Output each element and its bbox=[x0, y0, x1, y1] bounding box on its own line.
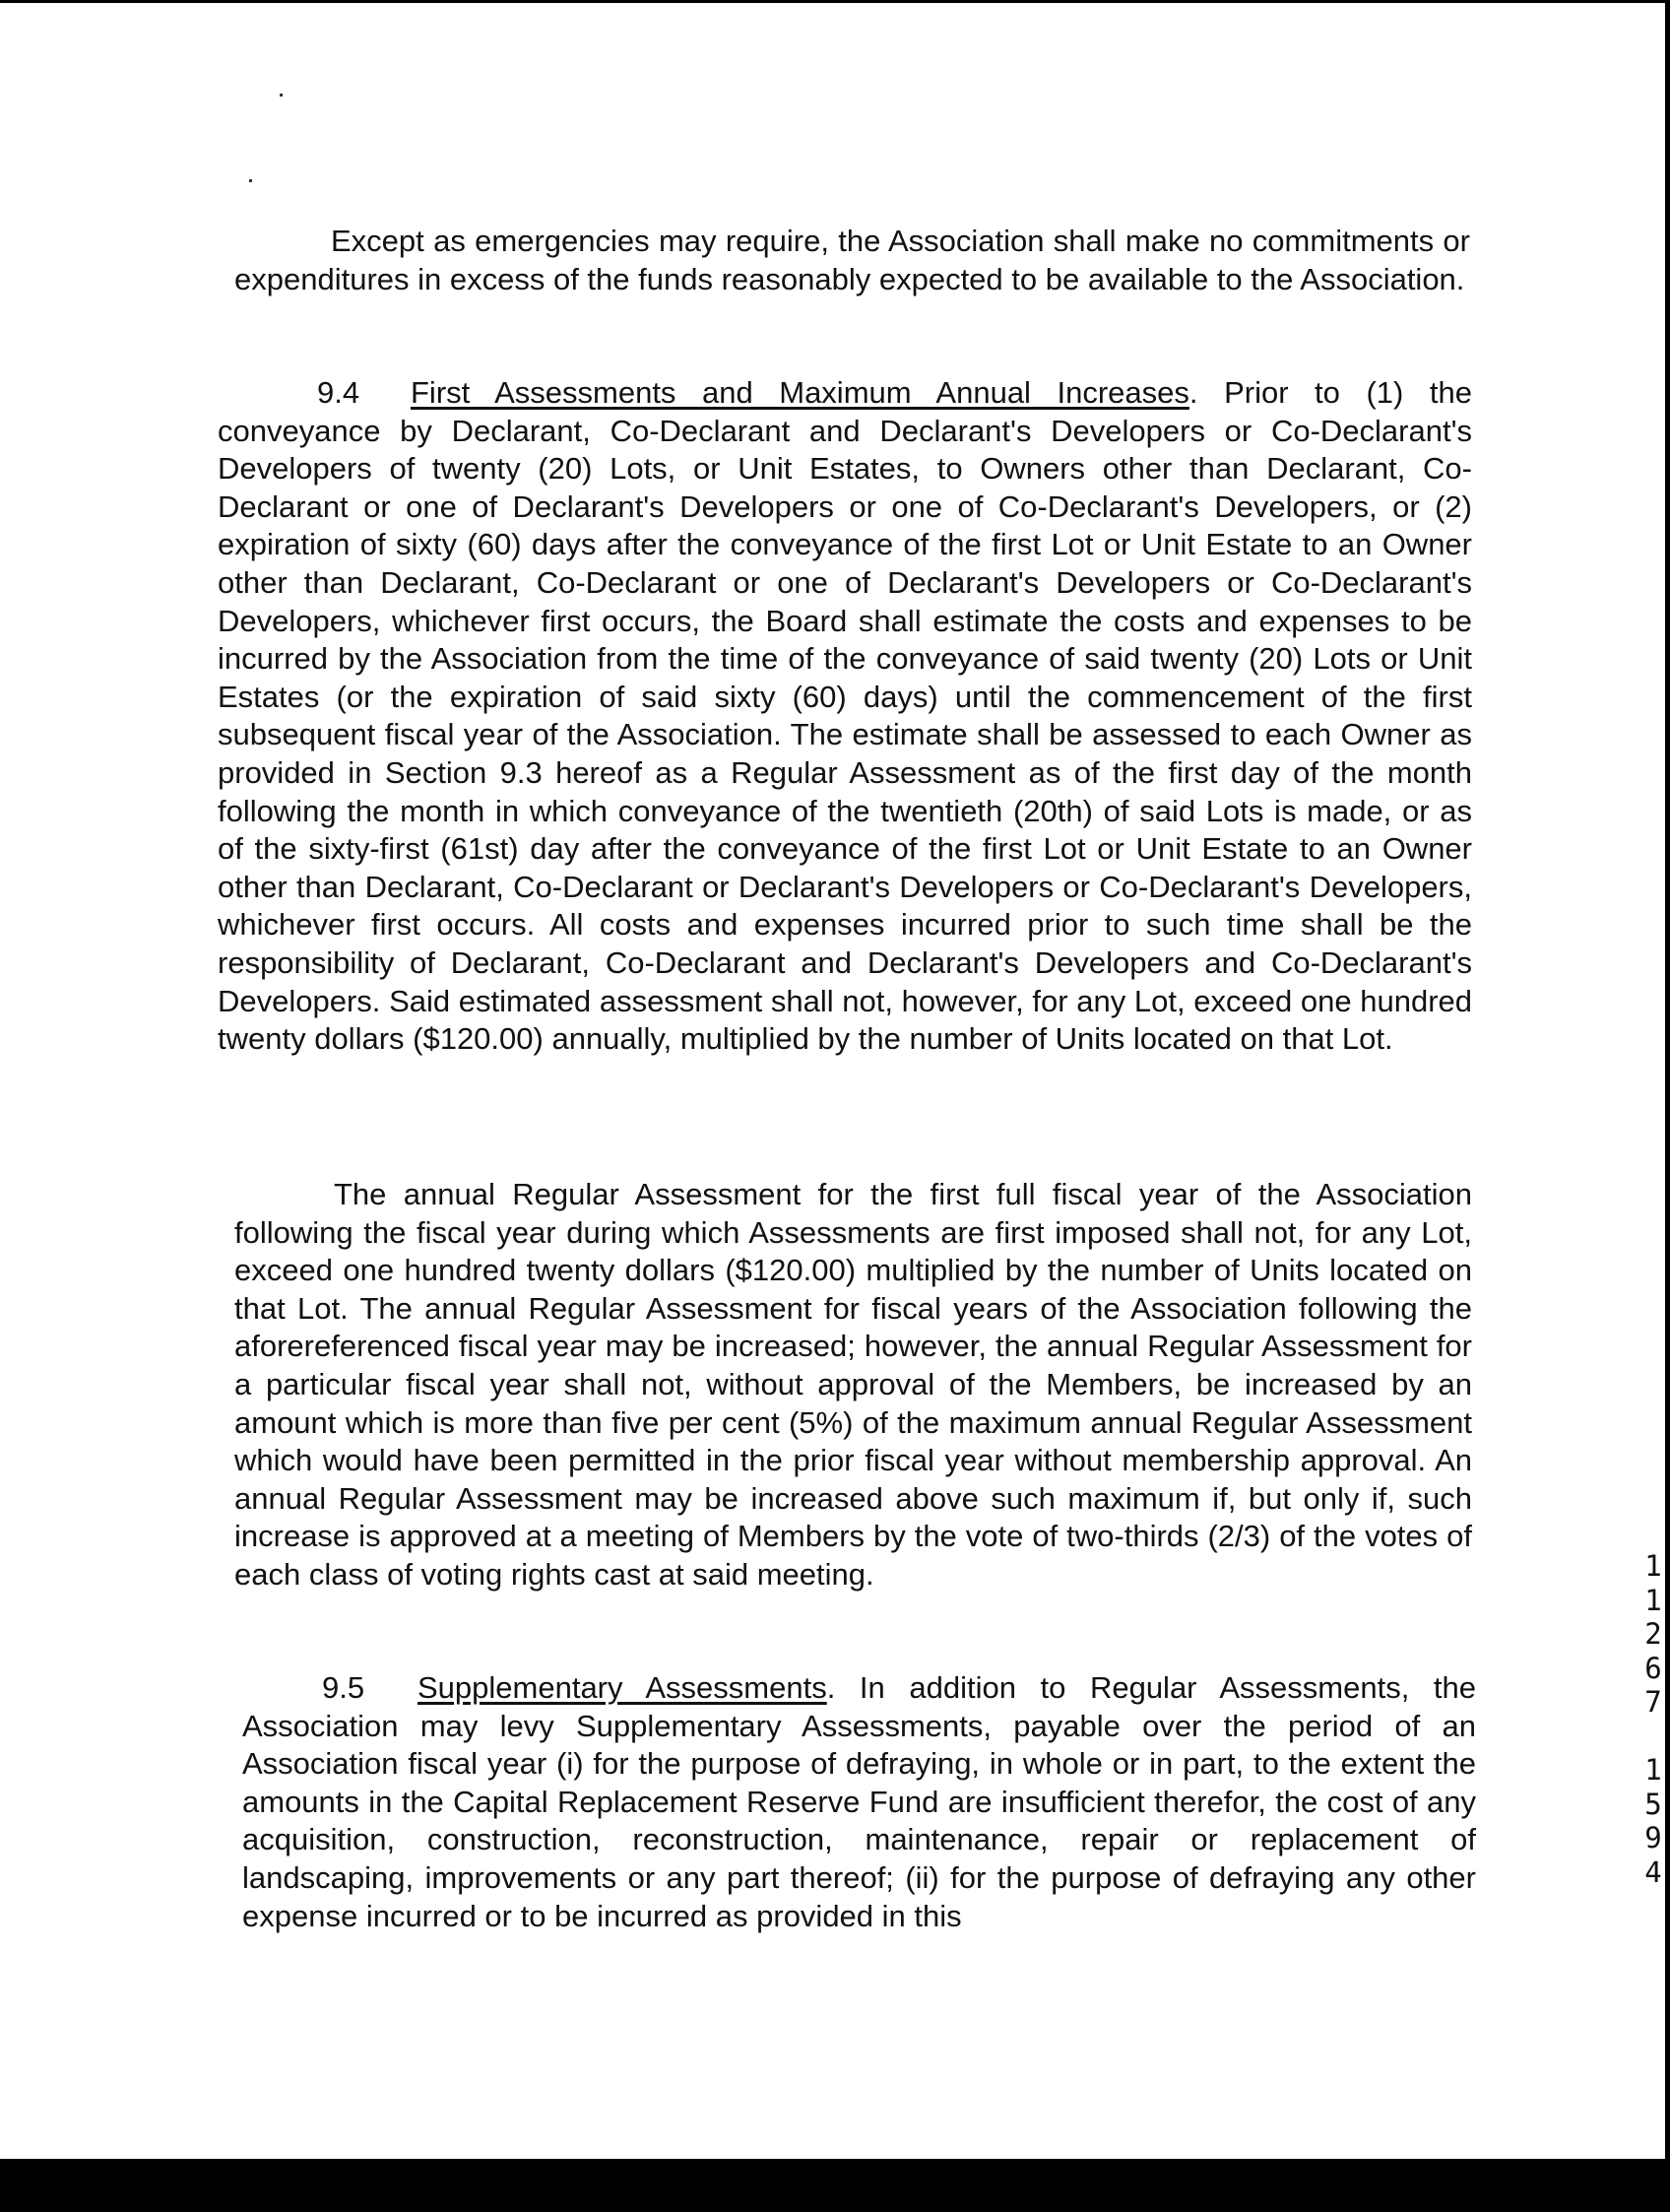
section-body: Prior to (1) the conveyance by Declarant, Co-Declarant and Declarant's Developers or Co-Declarant's Developers of twenty (20) Lots, or Unit Estates, to Owners other than Declarant, Co-Declarant or one of Declarant's Developers or one of Co-Declarant's Developers, or (2) expiration of sixty (60) days after the conveyance of the first Lot or Unit Estate to an Owner other than Declarant, Co-Declarant or one of Declarant's Developers or Co-Declarant's Developers, whichever first occurs, the Board shall estimate the costs and expenses to be incurred by the Association from the time of the conveyance of said twenty (20) Lots or Unit Estates (or the expiration of said sixty (60) days) until the commencement of the first subsequent fiscal year of the Association. The estimate shall be assessed to each Owner as provided in Section 9.3 hereof as a Regular Assessment as of the first day of the month following the month in which conveyance of the twentieth (20th) of said Lots is made, or as of the sixty-first (61st) day after the conveyance of the first Lot or Unit Estate to an Owner other than Declarant, Co-Declarant or Declarant's Developers or Co-Declarant's Developers, whichever first occurs. All costs and expenses incurred prior to such time shall be the responsibility of Declarant, Co-Declarant and Declarant's Developers and Co-Declarant's Developers. Said estimated assessment shall not, however, for any Lot, exceed one hundred twenty dollars ($120.00) annually, multiplied by the number of Units located on that Lot. bbox=[218, 375, 1472, 1057]
section-number: 9.5 bbox=[322, 1670, 365, 1705]
section-9-5 bbox=[242, 1669, 1476, 1935]
scan-edge-top bbox=[0, 0, 1670, 3]
section-heading: Supplementary Assessments bbox=[418, 1670, 827, 1705]
section-number: 9.4 bbox=[317, 375, 360, 410]
scan-speck bbox=[280, 94, 283, 97]
section-9-4 bbox=[218, 374, 1472, 1059]
heading-period: . bbox=[826, 1670, 836, 1705]
scan-speck bbox=[249, 179, 252, 182]
section-heading: First Assessments and Maximum Annual Increases bbox=[411, 375, 1189, 410]
paragraph-emergencies: Except as emergencies may require, the Association shall make no commitments or expenditures in excess of the funds reasonably expected to be available to the Association. bbox=[234, 224, 1470, 296]
scan-edge-bottom bbox=[0, 2159, 1670, 2212]
margin-stamp-top: 1 1 2 6 7 bbox=[1644, 1549, 1662, 1719]
margin-stamp-bottom: 1 5 9 4 bbox=[1644, 1753, 1662, 1889]
heading-period: . bbox=[1188, 375, 1198, 410]
paragraph-annual-assessment: The annual Regular Assessment for the first full fiscal year of the Association following the fiscal year during which Assessments are first imposed shall not, for any Lot, exceed one hundred twenty dollars ($120.00) multiplied by the number of Units located on that Lot. The annual Regular Assessment for fiscal years of the Association following the aforereferenced fiscal year may be increased; however, the annual Regular Assessment for a particular fiscal year shall not, without approval of the Members, be increased by an amount which is more than five per cent (5%) of the maximum annual Regular Assessment which would have been permitted in the prior fiscal year without membership approval. An annual Regular Assessment may be increased above such maximum if, but only if, such increase is approved at a meeting of Members by the vote of two-thirds (2/3) of the votes of each class of voting rights cast at said meeting. bbox=[234, 1177, 1472, 1592]
section-body: In addition to Regular Assessments, the Association may levy Supplementary Assessments, payable over the period of an Association fiscal year (i) for the purpose of defraying, in whole or in part, to the extent the amounts in the Capital Replacement Reserve Fund are insufficient therefor, the cost of any acquisition, construction, reconstruction, maintenance, repair or replacement of landscaping, improvements or any part thereof; (ii) for the purpose of defraying any other expense incurred or to be incurred as provided in this bbox=[242, 1670, 1476, 1933]
